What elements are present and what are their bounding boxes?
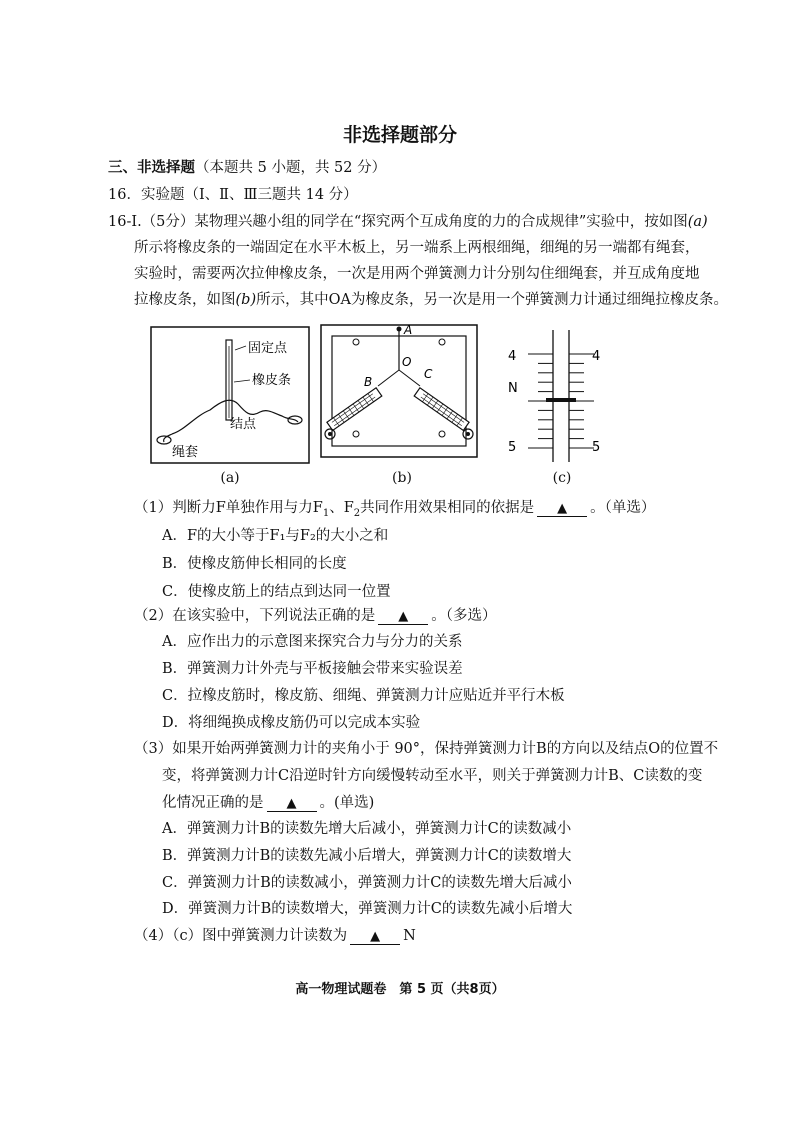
q4-tail: N [403, 928, 416, 944]
q2-option-d: D．将细绳换成橡皮筋仍可以完成本实验 [162, 715, 421, 731]
q4-stem-text: （4）（c）图中弹簧测力计读数为 [134, 928, 348, 944]
figure-b [320, 322, 480, 460]
q3-tail: 。(单选) [319, 795, 375, 811]
question-16-title: 16．实验题（Ⅰ、Ⅱ、Ⅲ三题共 14 分） [108, 187, 358, 203]
q2-option-b: B．弹簧测力计外壳与平板接触会带来实验误差 [162, 661, 463, 677]
intro-line-4 [134, 292, 728, 309]
q3-option-b: B．弹簧测力计B的读数先减小后增大，弹簧测力计C的读数增大 [162, 848, 572, 864]
figure-b-caption: (b) [392, 470, 412, 486]
q3-stem-line-2: 变，将弹簧测力计C沿逆时针方向缓慢转动至水平，则关于弹簧测力计B、C读数的变 [162, 768, 703, 784]
tick-label-4-right: 4 [592, 349, 601, 364]
q3-stem-line-3 [162, 795, 374, 812]
label-knot: 结点 [230, 417, 257, 432]
q3-option-d: D．弹簧测力计B的读数增大，弹簧测力计C的读数先减小后增大 [162, 901, 573, 917]
intro-text-4b: 所示，其中OA为橡皮条，另一次是用一个弹簧测力计通过细绳拉橡皮条。 [256, 292, 728, 308]
q1-answer-blank[interactable]: ▲ [537, 502, 587, 517]
q1-option-a: A．F的大小等于F₁与F₂的大小之和 [162, 528, 389, 544]
figure-c [506, 330, 616, 462]
intro-line-3: 实验时，需要两次拉伸橡皮条，一次是用两个弹簧测力计分别勾住细绳套，并互成角度地 [134, 266, 700, 282]
label-rubber-band: 橡皮条 [252, 373, 292, 388]
q2-tail: 。（多选） [431, 608, 497, 624]
q1-sub-2: 2 [353, 507, 361, 519]
q1-stem-before: （1）判断力F单独作用与力F [134, 500, 323, 516]
section-heading [108, 160, 386, 177]
q1-tail: 。（单选） [590, 500, 656, 516]
unit-label: N [508, 381, 518, 396]
q4-stem [134, 928, 416, 945]
page-footer: 高一物理试题卷 第 5 页（共8页） [295, 982, 505, 997]
fig-ref-a: (a) [687, 214, 708, 230]
q2-answer-blank[interactable]: ▲ [378, 610, 428, 625]
section-prefix: 三、非选择题 [108, 160, 195, 176]
page-title: 非选择题部分 [342, 124, 457, 146]
q1-stem [134, 500, 655, 520]
section-note: （本题共 5 小题，共 52 分） [195, 160, 387, 176]
q3-option-c: C．弹簧测力计B的读数减小，弹簧测力计C的读数先增大后减小 [162, 875, 572, 891]
q4-answer-blank[interactable]: ▲ [350, 930, 400, 945]
label-B: B [364, 375, 373, 389]
q1-sub-1: 1 [322, 507, 330, 519]
q2-stem [134, 608, 496, 625]
label-loop: 绳套 [172, 445, 199, 460]
intro-text-1: 16-Ⅰ.（5分）某物理兴趣小组的同学在“探究两个互成角度的力的合成规律”实验中，按如图 [108, 214, 688, 230]
q1-stem-mid: 、F [329, 500, 354, 516]
q3-stem-last: 化情况正确的是 [162, 795, 264, 811]
intro-text-4a: 拉橡皮条，如图 [134, 292, 236, 308]
q1-option-c: C．使橡皮筋上的结点到达同一位置 [162, 584, 391, 600]
label-O: O [402, 355, 412, 369]
fig-ref-b: (b) [235, 292, 257, 308]
q1-option-b: B．使橡皮筋伸长相同的长度 [162, 556, 347, 572]
q3-answer-blank[interactable]: ▲ [267, 797, 317, 812]
q3-stem-line-1: （3）如果开始两弹簧测力计的夹角小于 90°，保持弹簧测力计B的方向以及结点O的位置不 [134, 741, 719, 757]
label-fixed-point: 固定点 [248, 341, 288, 356]
label-A: A [404, 323, 413, 337]
intro-line-1 [108, 214, 708, 231]
q2-option-c: C．拉橡皮筋时，橡皮筋、细绳、弹簧测力计应贴近并平行木板 [162, 688, 565, 704]
figure-a-caption: (a) [220, 470, 240, 486]
q2-stem-text: （2）在该实验中，下列说法正确的是 [134, 608, 376, 624]
tick-label-5-left: 5 [508, 440, 517, 455]
figure-a [150, 326, 310, 466]
q1-stem-after: 共同作用效果相同的依据是 [360, 500, 535, 516]
tick-label-5-right: 5 [592, 440, 601, 455]
figure-c-caption: (c) [552, 470, 572, 486]
tick-label-4-left: 4 [508, 349, 517, 364]
q3-option-a: A．弹簧测力计B的读数先增大后减小，弹簧测力计C的读数减小 [162, 821, 572, 837]
intro-line-2: 所示将橡皮条的一端固定在水平木板上，另一端系上两根细绳，细绳的另一端都有绳套， [134, 240, 700, 256]
label-C: C [424, 367, 433, 381]
q2-option-a: A．应作出力的示意图来探究合力与分力的关系 [162, 634, 463, 650]
